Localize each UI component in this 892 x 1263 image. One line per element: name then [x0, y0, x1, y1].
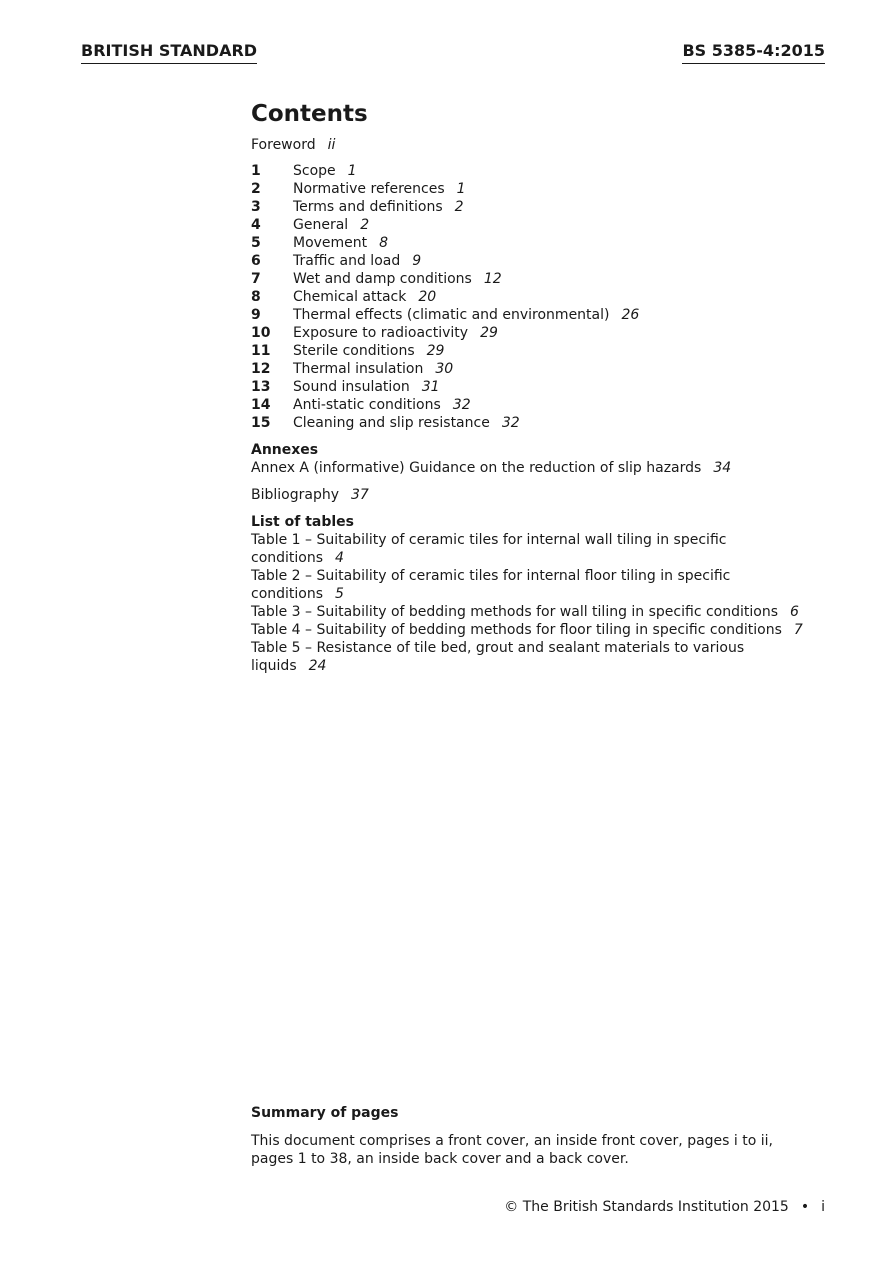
- clause-title: Exposure to radioactivity: [293, 325, 469, 341]
- clause-number: 5: [251, 235, 261, 251]
- toc-table-entry[interactable]: [251, 621, 851, 639]
- toc-table-entry[interactable]: [251, 567, 851, 603]
- table-entry-line: conditions: [251, 586, 324, 602]
- clause-page: 31: [421, 379, 440, 395]
- header-standard-number: BS 5385-4:2015: [682, 40, 825, 64]
- page-number: i: [821, 1199, 825, 1215]
- clause-page: 32: [452, 397, 471, 413]
- table-entry-line: Table 5 – Resistance of tile bed, grout and sealant materials to various: [251, 640, 745, 656]
- clause-number: 6: [251, 253, 261, 269]
- clause-title: Thermal effects (climatic and environmental): [293, 307, 610, 323]
- clause-number: 14: [251, 397, 271, 413]
- toc-clause[interactable]: [251, 216, 851, 234]
- clause-number: 1: [251, 163, 261, 179]
- toc-clause[interactable]: [251, 252, 851, 270]
- table-entry-page: 7: [793, 622, 803, 638]
- toc-clause[interactable]: [251, 162, 851, 180]
- clause-number: 3: [251, 199, 261, 215]
- clause-page: 26: [621, 307, 640, 323]
- clause-title: Anti-static conditions: [293, 397, 441, 413]
- summary-of-pages: [251, 1104, 811, 1168]
- summary-text-line: This document comprises a front cover, an inside front cover, pages i to ii,: [251, 1133, 773, 1149]
- clause-title: Normative references: [293, 181, 445, 197]
- page-footer: [504, 1198, 825, 1216]
- clause-title: Chemical attack: [293, 289, 407, 305]
- clause-number: 8: [251, 289, 261, 305]
- clause-page: 8: [379, 235, 389, 251]
- toc-annex[interactable]: [251, 459, 851, 477]
- toc-clause-list: [251, 162, 851, 432]
- table-entry-line: conditions: [251, 550, 324, 566]
- clause-number: 11: [251, 343, 271, 359]
- toc-table-entry[interactable]: [251, 531, 851, 567]
- toc-clause[interactable]: [251, 360, 851, 378]
- clause-title: Cleaning and slip resistance: [293, 415, 490, 431]
- bullet-separator: •: [800, 1199, 810, 1215]
- clause-page: 2: [360, 217, 370, 233]
- clause-number: 7: [251, 271, 261, 287]
- clause-title: Movement: [293, 235, 368, 251]
- clause-title: Wet and damp conditions: [293, 271, 472, 287]
- clause-number: 4: [251, 217, 261, 233]
- summary-heading: Summary of pages: [251, 1105, 399, 1121]
- table-entry-page: 5: [335, 586, 344, 602]
- clause-page: 9: [412, 253, 422, 269]
- summary-text-line: pages 1 to 38, an inside back cover and a back cover.: [251, 1151, 629, 1167]
- clause-page: 12: [483, 271, 502, 287]
- toc-clause[interactable]: [251, 234, 851, 252]
- toc-clause[interactable]: [251, 414, 851, 432]
- annexes-heading: Annexes: [251, 442, 319, 458]
- table-entry-line: Table 1 – Suitability of ceramic tiles for internal wall tiling in specific: [251, 532, 727, 548]
- clause-title: Sterile conditions: [293, 343, 415, 359]
- toc-clause[interactable]: [251, 378, 851, 396]
- toc-clause[interactable]: [251, 270, 851, 288]
- list-of-tables-heading: List of tables: [251, 514, 354, 530]
- clause-page: 1: [347, 163, 357, 179]
- clause-page: 29: [426, 343, 445, 359]
- toc-foreword[interactable]: [251, 136, 851, 154]
- toc-clause[interactable]: [251, 342, 851, 360]
- toc-clause[interactable]: [251, 180, 851, 198]
- clause-number: 13: [251, 379, 271, 395]
- clause-page: 2: [454, 199, 464, 215]
- clause-title: Scope: [293, 163, 336, 179]
- clause-page: 32: [501, 415, 520, 431]
- clause-number: 12: [251, 361, 271, 377]
- toc-table-entry[interactable]: [251, 639, 851, 675]
- clause-title: Traffic and load: [293, 253, 401, 269]
- clause-number: 9: [251, 307, 261, 323]
- toc-clause[interactable]: [251, 324, 851, 342]
- clause-number: 10: [251, 325, 271, 341]
- bibliography-page: 37: [351, 487, 369, 503]
- toc-clause[interactable]: [251, 198, 851, 216]
- toc-clause[interactable]: [251, 306, 851, 324]
- header-standard-label: BRITISH STANDARD: [81, 40, 257, 64]
- page-title: Contents: [251, 101, 368, 127]
- clause-page: 1: [456, 181, 466, 197]
- clause-title: General: [293, 217, 349, 233]
- toc-table-entry[interactable]: [251, 603, 851, 621]
- clause-page: 20: [418, 289, 437, 305]
- copyright-notice: © The British Standards Institution 2015: [504, 1199, 789, 1215]
- clause-number: 15: [251, 415, 271, 431]
- toc-bibliography[interactable]: [251, 486, 851, 504]
- clause-page: 30: [435, 361, 454, 377]
- table-entry-line: liquids: [251, 658, 297, 674]
- clause-number: 2: [251, 181, 261, 197]
- table-entry-line: Table 2 – Suitability of ceramic tiles for internal floor tiling in specific: [251, 568, 731, 584]
- clause-page: 29: [480, 325, 498, 341]
- toc-clause[interactable]: [251, 396, 851, 414]
- clause-title: Thermal insulation: [293, 361, 424, 377]
- table-entry-page: 4: [335, 550, 344, 566]
- toc-clause[interactable]: [251, 288, 851, 306]
- bibliography-label: Bibliography: [251, 487, 339, 503]
- annex-page: 34: [713, 460, 732, 476]
- table-of-contents: [251, 99, 851, 675]
- annex-title: Annex A (informative) Guidance on the reduction of slip hazards: [251, 460, 702, 476]
- clause-title: Sound insulation: [293, 379, 410, 395]
- table-entry-page: 6: [790, 604, 799, 620]
- toc-foreword-page: ii: [327, 137, 336, 153]
- table-entry-line: Table 3 – Suitability of bedding methods for wall tiling in specific conditions: [251, 604, 778, 620]
- table-entry-page: 24: [308, 658, 327, 674]
- table-entry-line: Table 4 – Suitability of bedding methods for floor tiling in specific conditions: [251, 622, 782, 638]
- toc-foreword-label: Foreword: [251, 137, 316, 153]
- clause-title: Terms and definitions: [293, 199, 443, 215]
